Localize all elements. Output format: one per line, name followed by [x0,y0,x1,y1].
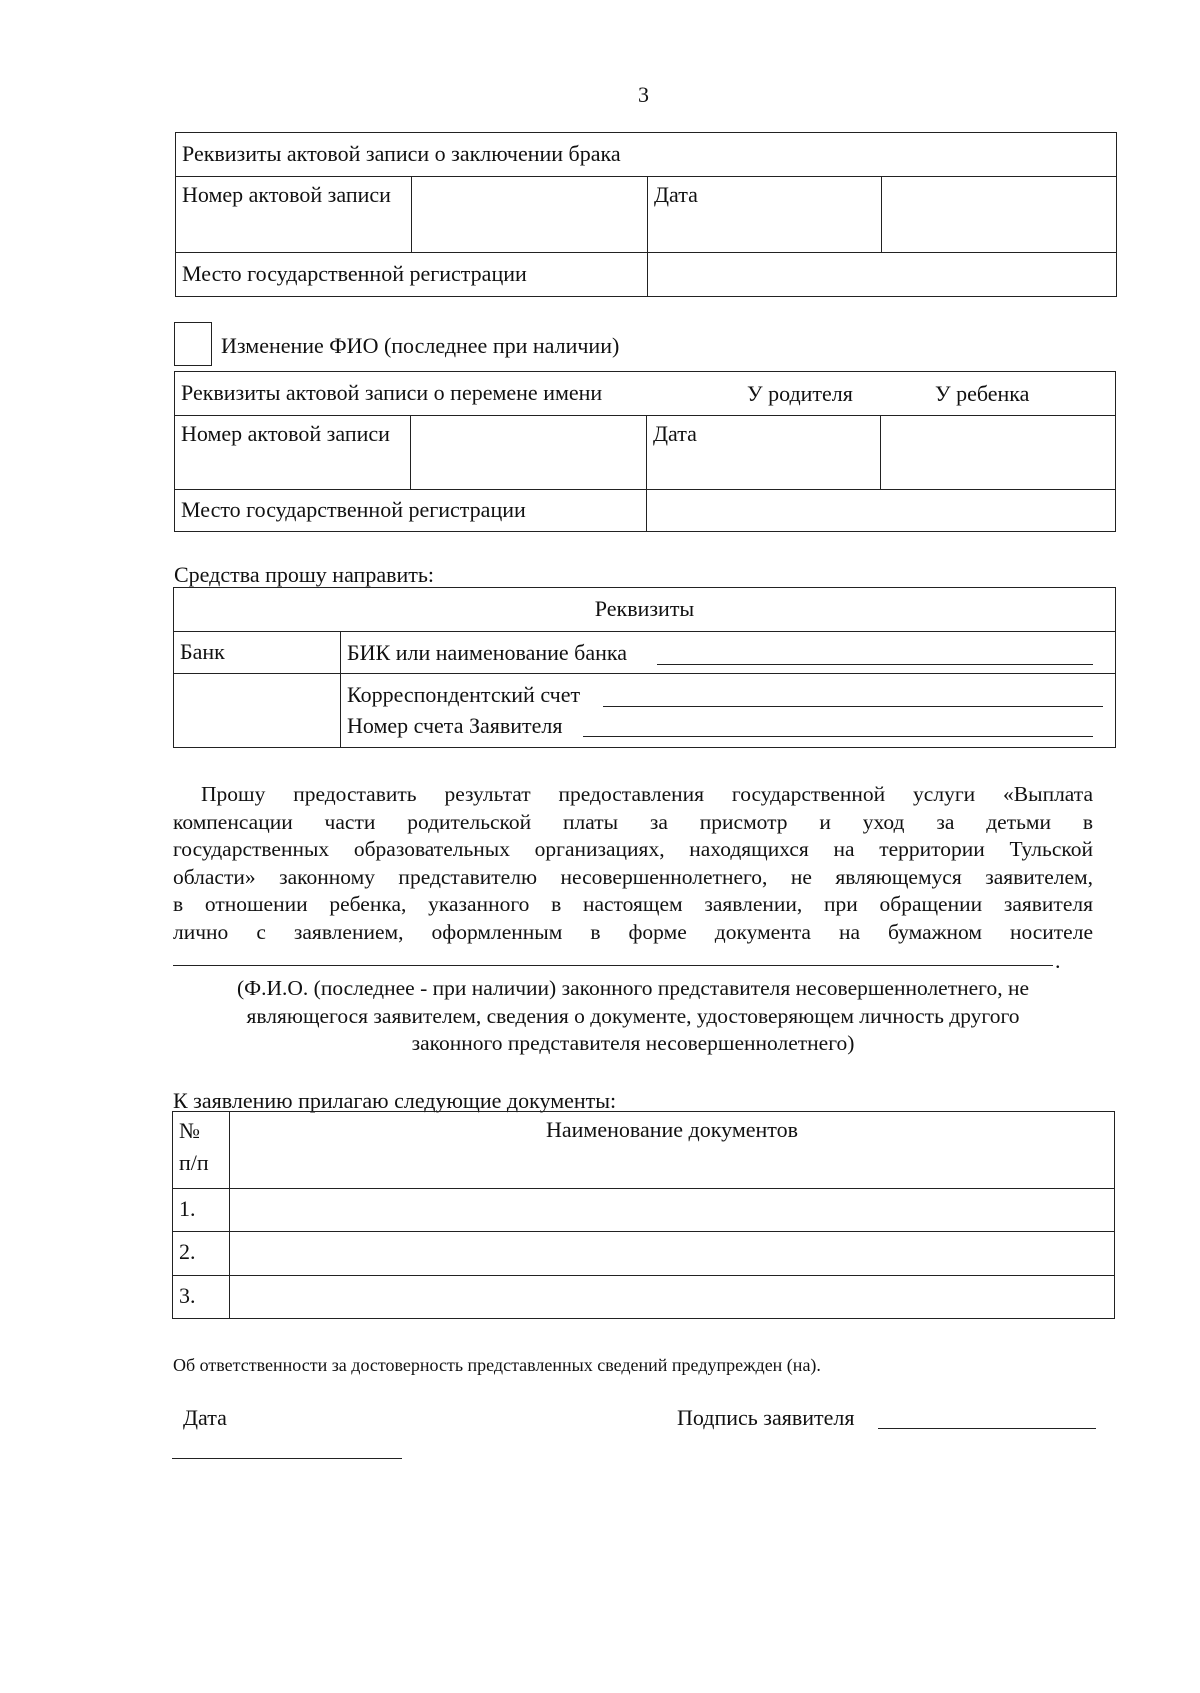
marriage-header: Реквизиты актовой записи о заключении брака [182,141,621,166]
col-num-header: № п/п [179,1118,209,1175]
request-line-4: области» законному представителю несовершеннолетнего, не являющемуся заявителем, [173,864,1093,889]
name-change-header: Реквизиты актовой записи о перемене имени [181,380,603,405]
applicant-account-label: Номер счета Заявителя [347,713,563,738]
marriage-record-number-label: Номер актовой записи [182,182,391,207]
marriage-place-label: Место государственной регистрации [182,261,527,286]
child-label: У ребенка [935,381,1030,406]
applicant-account-input[interactable] [583,736,1093,737]
request-paragraph [173,781,1093,946]
marriage-date-input[interactable] [882,177,1117,253]
caption-line-1: (Ф.И.О. (последнее - при наличии) законного представителя несовершеннолетнего, не [236,976,1029,1000]
col-name-header: Наименование документов [545,1117,798,1142]
date-input-line[interactable] [172,1458,402,1459]
funds-intro: Средства прошу направить: [174,562,435,587]
row-num: 1. [179,1196,196,1221]
caption-line-3: законного представителя несовершеннолетнего) [411,1031,855,1055]
attachments-intro: К заявлению прилагаю следующие документы: [173,1088,617,1113]
name-change-checkbox-label: Изменение ФИО (последнее при наличии) [221,333,620,358]
bik-input[interactable] [657,664,1093,665]
row-num: 3. [179,1283,196,1308]
representative-line-dot: . [1055,948,1061,973]
representative-caption [173,975,1093,1058]
document-name-input[interactable] [230,1189,1115,1232]
name-change-record-number-input[interactable] [411,416,647,490]
date-label: Дата [183,1405,227,1430]
request-line-5: в отношении ребенка, указанного в настоящем заявлении, при обращении заявителя [173,892,1093,916]
request-line-1: Прошу предоставить результат предоставления государственной услуги «Выплата [201,782,1093,806]
name-change-place-input[interactable] [647,490,1116,532]
corr-account-input[interactable] [603,706,1103,707]
marriage-place-input[interactable] [648,253,1117,297]
row-num: 2. [179,1239,196,1264]
marriage-record-table [175,132,1117,297]
name-change-record-number-label: Номер актовой записи [181,421,390,446]
signature-label: Подпись заявителя [677,1405,855,1430]
request-line-2: компенсации части родительской платы за присмотр и уход за детьми в [173,809,1093,834]
responsibility-note: Об ответственности за достоверность представленных сведений предупрежден (на). [173,1355,821,1375]
name-change-date-label: Дата [653,421,697,446]
name-change-place-label: Место государственной регистрации [181,497,526,522]
bank-details-header: Реквизиты [594,596,695,621]
attachments-table [172,1111,1115,1319]
representative-input-line[interactable] [173,965,1053,966]
caption-line-2: являющегося заявителем, сведения о документе, удостоверяющем личность другого [246,1003,1020,1028]
corr-account-label: Корреспондентский счет [347,682,581,707]
bank-label: Банк [180,639,225,664]
document-name-input[interactable] [230,1276,1115,1319]
signature-input-line[interactable] [878,1428,1096,1429]
request-line-3: государственных образовательных организациях, находящихся на территории Тульской [173,837,1093,861]
name-change-checkbox[interactable] [174,322,212,366]
parent-label: У родителя [747,381,853,406]
document-name-input[interactable] [230,1232,1115,1276]
page-number: 3 [638,82,649,107]
bank-details-table [173,587,1116,748]
marriage-date-label: Дата [654,182,698,207]
request-line-6: лично с заявлением, оформленным в форме документа на бумажном носителе [173,919,1093,944]
name-change-date-input[interactable] [881,416,1116,490]
name-change-table [174,371,1116,532]
marriage-record-number-input[interactable] [412,177,648,253]
bik-label: БИК или наименование банка [347,640,628,665]
